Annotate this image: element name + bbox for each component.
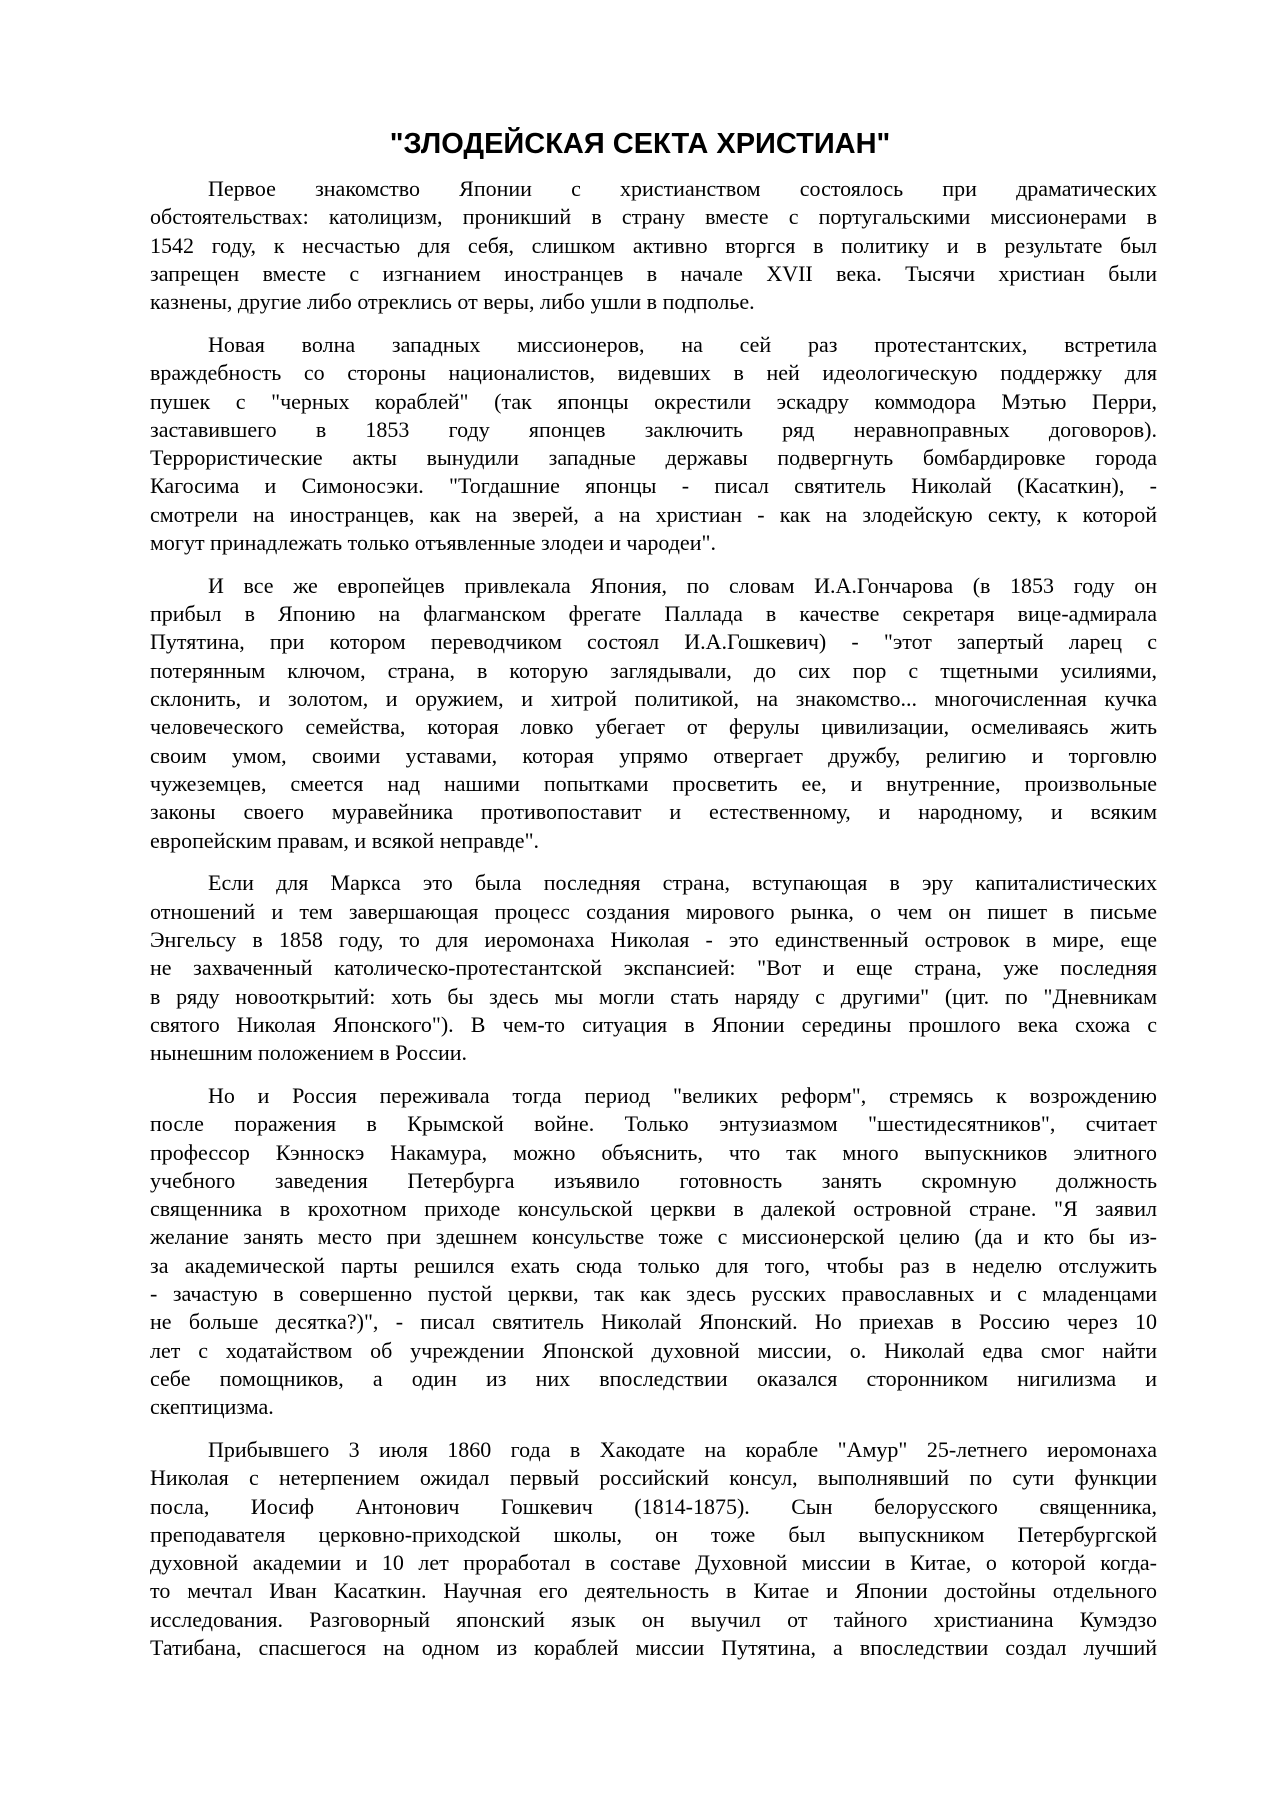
text-line: преподавателя церковно-приходской школы, он тоже был выпускником Петербургской xyxy=(150,1521,1157,1547)
text-line: человеческого семейства, которая ловко убегает от ферулы цивилизации, осмеливаясь жить xyxy=(150,714,1157,740)
text-line: Татибана, спасшегося на одном из кораблей миссии Путятина, а впоследствии создал лучший xyxy=(150,1635,1157,1661)
paragraph xyxy=(150,572,1157,855)
text-line: враждебность со стороны националистов, видевших в ней идеологическую поддержку для xyxy=(150,360,1157,386)
text-line: своим умом, своими уставами, которая упрямо отвергает дружбу, религию и торговлю xyxy=(150,742,1157,768)
text-line: запрещен вместе с изгнанием иностранцев в начале XVII века. Тысячи христиан были xyxy=(150,260,1157,286)
text-line: Новая волна западных миссионеров, на сей раз протестантских, встретила xyxy=(208,331,1157,357)
text-line: посла, Иосиф Антонович Гошкевич (1814-1875). Сын белорусского священника, xyxy=(150,1493,1157,1519)
text-line: желание занять место при здешнем консульстве тоже с миссионерской целию (да и кто бы из- xyxy=(150,1224,1157,1250)
text-line: чужеземцев, смеется над нашими попытками просветить ее, и внутренние, произвольные xyxy=(150,770,1157,796)
paragraph xyxy=(150,331,1157,557)
text-line: Террористические акты вынудили западные державы подвергнуть бомбардировке города xyxy=(150,445,1157,471)
text-line: Но и Россия переживала тогда период "великих реформ", стремясь к возрождению xyxy=(208,1082,1157,1108)
text-line: отношений и тем завершающая процесс создания мирового рынка, о чем он пишет в письме xyxy=(150,898,1157,924)
text-line: духовной академии и 10 лет проработал в составе Духовной миссии в Китае, о которой когда- xyxy=(150,1550,1157,1576)
paragraph xyxy=(150,1082,1157,1422)
text-line: Первое знакомство Японии с христианством состоялось при драматических xyxy=(208,176,1157,201)
text-line: не больше десятка?)", - писал святитель Николай Японский. Но приехав в Россию через 10 xyxy=(150,1309,1157,1335)
text-line: склонить, и золотом, и оружием, и хитрой политикой, на знакомство... многочисленная кучка xyxy=(150,686,1157,712)
text-line: европейским правам, и всякой неправде". xyxy=(150,827,540,853)
text-line: за академической парты решился ехать сюда только для того, чтобы раз в неделю отслужить xyxy=(150,1252,1157,1278)
text-line: священника в крохотном приходе консульской церкви в далекой островной стране. "Я заявил xyxy=(150,1196,1157,1222)
paragraph xyxy=(150,175,1157,316)
text-line: после поражения в Крымской войне. Только энтузиазмом "шестидесятников", считает xyxy=(150,1111,1157,1137)
document-title: "ЗЛОДЕЙСКАЯ СЕКТА ХРИСТИАН" xyxy=(389,128,891,160)
text-line: Энгельсу в 1858 году, то для иеромонаха Николая - это единственный островок в мире, еще xyxy=(150,926,1157,952)
text-line: исследования. Разговорный японский язык он выучил от тайного христианина Кумэдзо xyxy=(150,1606,1157,1632)
text-line: святого Николая Японского"). В чем-то ситуация в Японии середины прошлого века схожа с xyxy=(150,1011,1157,1037)
text-line: заставившего в 1853 году японцев заключить ряд неравноправных договоров). xyxy=(150,416,1157,442)
text-line: прибыл в Японию на флагманском фрегате Паллада в качестве секретаря вице-адмирала xyxy=(150,601,1157,627)
text-line: Путятина, при котором переводчиком состоял И.А.Гошкевич) - "этот запертый ларец с xyxy=(150,629,1157,655)
text-line: И все же европейцев привлекала Япония, по словам И.А.Гончарова (в 1853 году он xyxy=(208,572,1157,598)
text-line: то мечтал Иван Касаткин. Научная его деятельность в Китае и Японии достойны отдельного xyxy=(150,1578,1157,1604)
text-line: скептицизма. xyxy=(150,1394,274,1420)
paragraph xyxy=(150,869,1157,1067)
text-line: Если для Маркса это была последняя страна, вступающая в эру капиталистических xyxy=(208,870,1157,896)
text-line: в ряду новооткрытий: хоть бы здесь мы могли стать наряду с другими" (цит. по "Дневникам xyxy=(150,983,1157,1009)
document-body xyxy=(150,175,1157,1677)
text-line: пушек с "черных кораблей" (так японцы окрестили эскадру коммодора Мэтью Перри, xyxy=(150,388,1157,414)
text-line: обстоятельствах: католицизм, проникший в страну вместе с португальскими миссионерами в xyxy=(150,204,1157,230)
paragraph xyxy=(150,1436,1157,1662)
text-line: могут принадлежать только отъявленные злодеи и чародеи". xyxy=(150,530,716,556)
text-line: лет с ходатайством об учреждении Японской духовной миссии, о. Николай едва смог найти xyxy=(150,1337,1157,1363)
text-line: 1542 году, к несчастью для себя, слишком активно вторгся в политику и в результате был xyxy=(150,232,1157,258)
text-line: не захваченный католическо-протестантской экспансией: "Вот и еще страна, уже последняя xyxy=(150,955,1157,981)
text-line: Прибывшего 3 июля 1860 года в Хакодате на корабле "Амур" 25-летнего иеромонаха xyxy=(208,1436,1157,1462)
text-line: Николая с нетерпением ожидал первый российский консул, выполнявший по сути функции xyxy=(150,1465,1157,1491)
text-line: потерянным ключом, страна, в которую заглядывали, до сих пор с тщетными усилиями, xyxy=(150,657,1157,683)
text-line: профессор Кэнноскэ Накамура, можно объяснить, что так много выпускников элитного xyxy=(150,1139,1157,1165)
text-line: учебного заведения Петербурга изъявило готовность занять скромную должность xyxy=(150,1167,1157,1193)
text-line: - зачастую в совершенно пустой церкви, так как здесь русских православных и с младенцами xyxy=(150,1280,1157,1306)
text-line: себе помощников, а один из них впоследствии оказался сторонником нигилизма и xyxy=(150,1365,1157,1391)
text-line: казнены, другие либо отреклись от веры, либо ушли в подполье. xyxy=(150,289,755,315)
text-line: смотрели на иностранцев, как на зверей, а на христиан - как на злодейскую секту, к которой xyxy=(150,501,1157,527)
text-line: нынешним положением в России. xyxy=(150,1040,468,1066)
text-line: Кагосима и Симоносэки. "Тогдашние японцы - писал святитель Николай (Касаткин), - xyxy=(150,473,1157,499)
text-line: законы своего муравейника противопоставит и естественному, и народному, и всяким xyxy=(150,799,1157,825)
